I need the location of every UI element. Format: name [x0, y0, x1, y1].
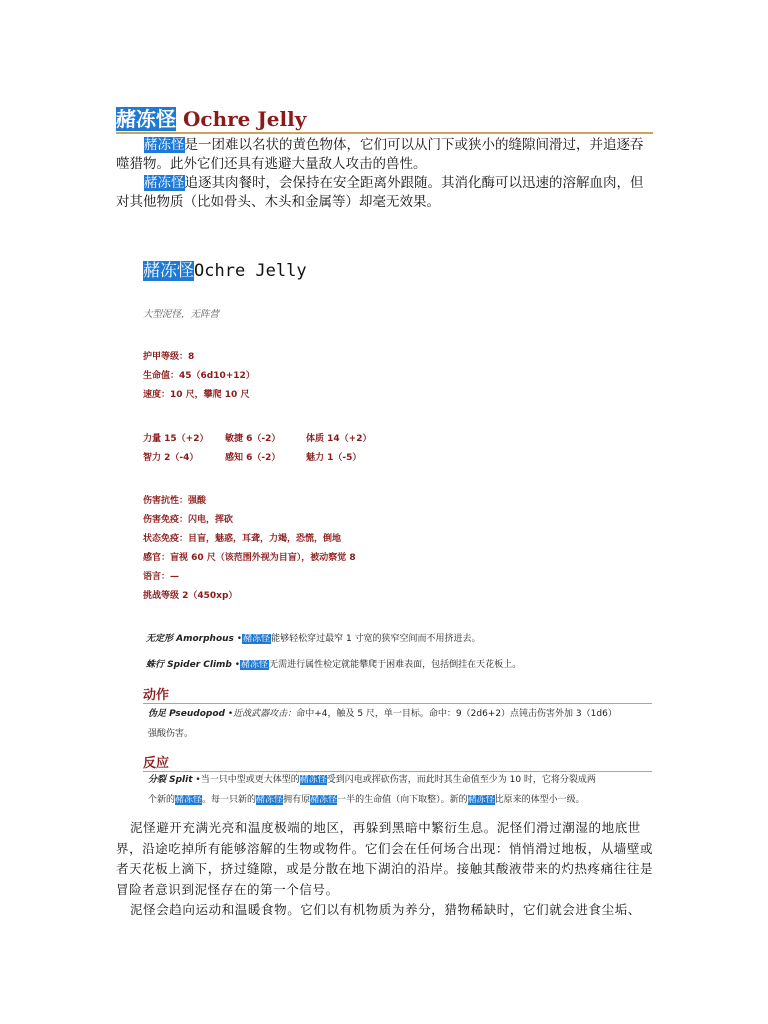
monster-name-highlight: 赭冻怪 [144, 137, 185, 153]
condition-immunities: 状态免疫：目盲，魅惑，耳聋，力竭，恐慌，倒地 [143, 534, 342, 544]
ability-cha: 魅力 1（-5） [306, 453, 362, 463]
trait-name: 无定形 Amorphous [146, 634, 234, 644]
damage-immunities: 伤害免疫：闪电，挥砍 [143, 515, 234, 525]
armor-class: 护甲等级：8 [143, 352, 195, 362]
monster-name-highlight: 赭冻怪 [299, 775, 327, 785]
monster-name-highlight: 赭冻怪 [175, 795, 203, 805]
action-attack-type: 近战武器攻击： [233, 709, 297, 719]
ability-str: 力量 15（+2） [143, 434, 209, 444]
intro-paragraph-text: 是一团难以名状的黄色物体，它们可以从门下或狭小的缝隙间滑过，并追逐吞噬猎物。此外它们还具有逃避大量敌人攻击的兽性。 [116, 137, 644, 172]
reaction-text: 一半的生命值（向下取整）。新的 [337, 795, 468, 805]
trait-bullet: • [234, 660, 241, 670]
monster-name-highlight: 赭冻怪 [467, 795, 495, 805]
intro-paragraph [116, 136, 656, 174]
monster-name-highlight: 赭冻怪 [241, 660, 269, 670]
monster-name-highlight: 赭冻怪 [243, 634, 271, 644]
reaction-text: 拥有原 [283, 795, 311, 805]
title-monster-name-en: Ochre Jelly [182, 107, 307, 131]
reaction-text: 受到闪电或挥砍伤害，而此时其生命值至少为 10 时，它将分裂成两 [326, 775, 596, 785]
action-text: 命中+4，触及 5 尺，单一目标。命中：9（2d6+2）点钝击伤害外加 3（1d6） [296, 709, 617, 719]
speed: 速度：10 尺，攀爬 10 尺 [143, 390, 250, 400]
lore-paragraph: 泥怪会趋向运动和温暖食物。它们以有机物质为养分，猎物稀缺时，它们就会进食尘垢、 [130, 902, 641, 917]
trait-amorphous [146, 631, 481, 644]
action-name: 伪足 Pseudopod [148, 709, 225, 719]
trait-spider-climb [146, 657, 521, 670]
languages: 语言：— [143, 572, 180, 582]
lore-paragraph: 泥怪避开充满光亮和温度极端的地区，再躲到黑暗中繁衍生息。泥怪们滑过潮湿的地底世界，沿途吃掉所有能够溶解的生物或物件。它们会在任何场合出现：悄悄滑过地板，从墙壁或者天花板上滴下，挤过缝隙，或是分散在地下湖泊的沿岸。接触其酸液带来的灼热疼痛往往是冒险者意识到泥怪存在的第一个信号。 [116, 820, 654, 897]
ability-wis: 感知 6（-2） [225, 453, 281, 463]
reaction-split [148, 770, 653, 810]
statblock-name-en: Ochre Jelly [194, 261, 307, 281]
action-line [148, 704, 653, 724]
trait-text: 能够轻松穿过最窄 1 寸宽的狭窄空间而不用挤进去。 [271, 634, 481, 644]
action-pseudopod [148, 704, 653, 744]
damage-resistances: 伤害抗性：强酸 [143, 496, 207, 506]
challenge-rating: 挑战等级 2（450xp） [143, 591, 238, 601]
trait-name: 蛛行 Spider Climb [146, 660, 232, 670]
intro-text [116, 136, 656, 212]
monster-name-highlight: 赭冻怪 [144, 175, 185, 191]
title-monster-name-cn: 赭冻怪 [116, 107, 176, 131]
trait-bullet: • [236, 634, 243, 644]
action-bullet: • [227, 709, 234, 719]
intro-paragraph [116, 174, 656, 212]
reaction-name: 分裂 Split [148, 775, 193, 785]
ability-dex: 敏捷 6（-2） [225, 434, 281, 444]
reaction-text: 比原来的体型小一级。 [494, 795, 585, 805]
reaction-line [148, 770, 653, 790]
statblock-name-cn: 赭冻怪 [143, 261, 194, 281]
reaction-line [148, 790, 653, 810]
senses: 感官：盲视 60 尺（该范围外视为目盲），被动察觉 8 [143, 553, 356, 563]
ability-con: 体质 14（+2） [306, 434, 372, 444]
lore-text [116, 818, 661, 921]
statblock-subtitle: 大型泥怪，无阵营 [143, 309, 220, 320]
ability-int: 智力 2（-4） [143, 453, 199, 463]
monster-name-highlight: 赭冻怪 [256, 795, 284, 805]
intro-paragraph-text: 追逐其肉餐时，会保持在安全距离外跟随。其消化酶可以迅速的溶解血肉，但对其他物质（比如骨头、木头和金属等）却毫无效果。 [116, 175, 644, 210]
action-line: 强酸伤害。 [148, 729, 194, 739]
trait-text: 无需进行属性检定就能攀爬于困难表面，包括倒挂在天花板上。 [269, 660, 522, 670]
reaction-bullet: • [195, 775, 201, 785]
actions-heading: 动作 [143, 688, 170, 703]
reaction-text: 当一只中型或更大体型的 [200, 775, 300, 785]
page-title [116, 103, 306, 132]
monster-name-highlight: 赭冻怪 [310, 795, 338, 805]
hit-points: 生命值：45（6d10+12） [143, 371, 255, 381]
title-divider [116, 132, 653, 134]
reactions-heading: 反应 [143, 756, 170, 771]
reaction-text: 个新的 [148, 795, 176, 805]
reaction-text: 。每一只新的 [202, 795, 257, 805]
statblock-title [143, 256, 307, 281]
